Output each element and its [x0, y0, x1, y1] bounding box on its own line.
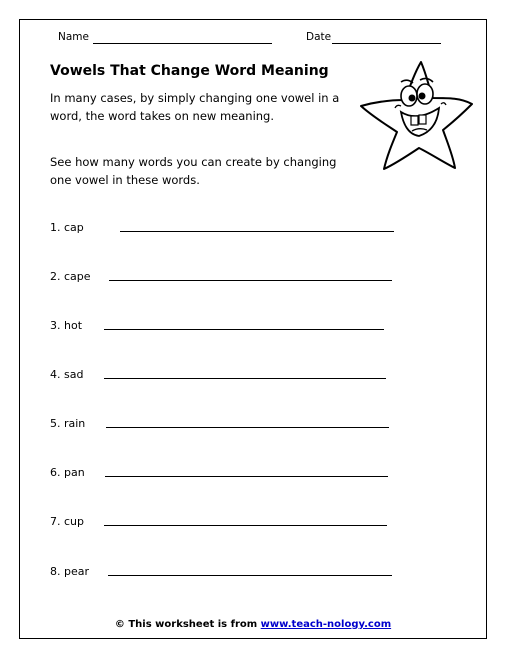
date-field-line[interactable]: [332, 43, 441, 44]
word-item: 5. rain: [50, 417, 86, 430]
answer-line[interactable]: [104, 525, 387, 526]
intro-text: In many cases, by simply changing one vowel in a word, the word takes on new meaning.: [50, 91, 340, 123]
answer-line[interactable]: [104, 378, 386, 379]
worksheet-page: [19, 19, 487, 639]
answer-line[interactable]: [108, 575, 392, 576]
answer-line[interactable]: [120, 231, 394, 232]
word-item: 2. cape: [50, 270, 91, 283]
date-label: Date: [306, 31, 332, 43]
word-item: 3. hot: [50, 319, 83, 332]
footer-link[interactable]: www.teach-nology.com: [260, 619, 392, 630]
word-item: 6. pan: [50, 466, 85, 479]
answer-line[interactable]: [104, 329, 384, 330]
word-item: 4. sad: [50, 368, 84, 381]
answer-line[interactable]: [105, 476, 388, 477]
word-item: 1. cap: [50, 221, 84, 234]
instruction-text: See how many words you can create by changing one vowel in these words.: [50, 155, 337, 187]
worksheet-title: Vowels That Change Word Meaning: [50, 63, 329, 79]
star-cartoon-illustration: [357, 58, 475, 173]
word-item: 8. pear: [50, 565, 90, 578]
answer-line[interactable]: [106, 427, 389, 428]
word-item: 7. cup: [50, 515, 84, 528]
answer-line[interactable]: [109, 280, 392, 281]
name-label: Name: [58, 31, 89, 43]
footer-text: © This worksheet is from: [114, 619, 258, 630]
name-field-line[interactable]: [93, 43, 272, 44]
footer-credit: [20, 619, 486, 630]
